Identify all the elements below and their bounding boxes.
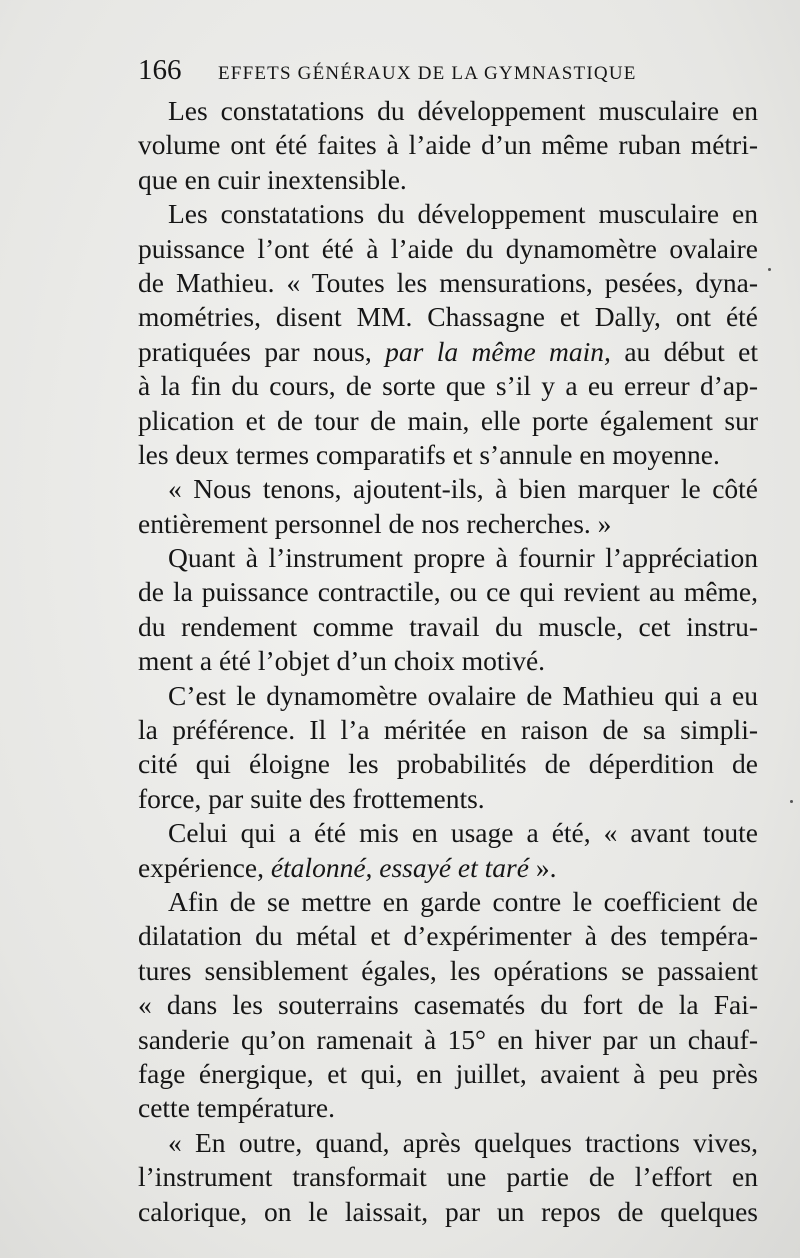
text-line: cité qui éloigne les probabilités de déperdition de (138, 748, 758, 780)
text-line: C’est le dynamomètre ovalaire de Mathieu qui a eu (168, 679, 758, 711)
text-line: la préférence. Il l’a méritée en raison de sa simpli- (138, 714, 758, 746)
text-line: force, par suite des frottements. (138, 782, 485, 814)
text-line: que en cuir inextensible. (138, 163, 407, 195)
text-line: « En outre, quand, après quelques tractions vives, (168, 1126, 758, 1158)
text-line: sanderie qu’on ramenait à 15° en hiver par un chauf- (138, 1023, 758, 1055)
text-line: de la puissance contractile, ou ce qui revient au même, (138, 576, 758, 608)
text-line: pratiquées par nous, par la même main, au début et (138, 335, 758, 367)
running-title: EFFETS GÉNÉRAUX DE LA GYMNASTIQUE (218, 63, 637, 84)
text-line: Les constatations du développement musculaire en (168, 198, 758, 230)
text-line: les deux termes comparatifs et s’annule en moyenne. (138, 438, 720, 470)
text-line: plication et de tour de main, elle porte également sur (138, 404, 758, 436)
text-line: Les constatations du développement musculaire en (168, 95, 758, 126)
text-line: expérience, étalonné, essayé et taré ». (138, 851, 557, 883)
italic-phrase: étalonné, essayé et taré (270, 851, 529, 883)
text-line: calorique, on le laissait, par un repos de quelques (138, 1195, 758, 1227)
text-line: fage énergique, et qui, en juillet, avaient à peu près (138, 1057, 758, 1089)
text-line: ment a été l’objet d’un choix motivé. (138, 645, 546, 677)
print-speck (790, 800, 793, 803)
text-line: l’instrument transformait une partie de l’effort en (138, 1161, 758, 1193)
page-header (138, 50, 668, 90)
text-line: de Mathieu. « Toutes les mensurations, pesées, dyna- (138, 266, 758, 298)
text-line: mométries, disent MM. Chassagne et Dally, ont été (138, 301, 758, 333)
text-line: cette température. (138, 1092, 335, 1124)
page-number: 166 (138, 54, 182, 86)
text-line: Quant à l’instrument propre à fournir l’appréciation (168, 542, 758, 574)
text-line: Celui qui a été mis en usage a été, « avant toute (168, 817, 758, 849)
text-line: tures sensiblement égales, les opérations se passaient (138, 954, 758, 986)
text-line: volume ont été faites à l’aide d’un même ruban métri- (138, 129, 758, 161)
text-line: Afin de se mettre en garde contre le coefficient de (168, 885, 758, 917)
body-text (138, 94, 758, 1229)
text-line: entièrement personnel de nos recherches. » (138, 507, 612, 539)
text-line: puissance l’ont été à l’aide du dynamomètre ovalaire (138, 232, 758, 264)
text-line: « dans les souterrains casematés du fort de la Fai- (138, 989, 758, 1021)
text-line: « Nous tenons, ajoutent-ils, à bien marquer le côté (168, 473, 758, 505)
print-speck (768, 268, 771, 271)
text-line: dilatation du métal et d’expérimenter à des tempéra- (138, 920, 758, 952)
italic-phrase: par la même main, (385, 335, 611, 367)
text-line: du rendement comme travail du muscle, cet instru- (138, 610, 758, 642)
text-line: à la fin du cours, de sorte que s’il y a eu erreur d’ap- (138, 370, 758, 402)
